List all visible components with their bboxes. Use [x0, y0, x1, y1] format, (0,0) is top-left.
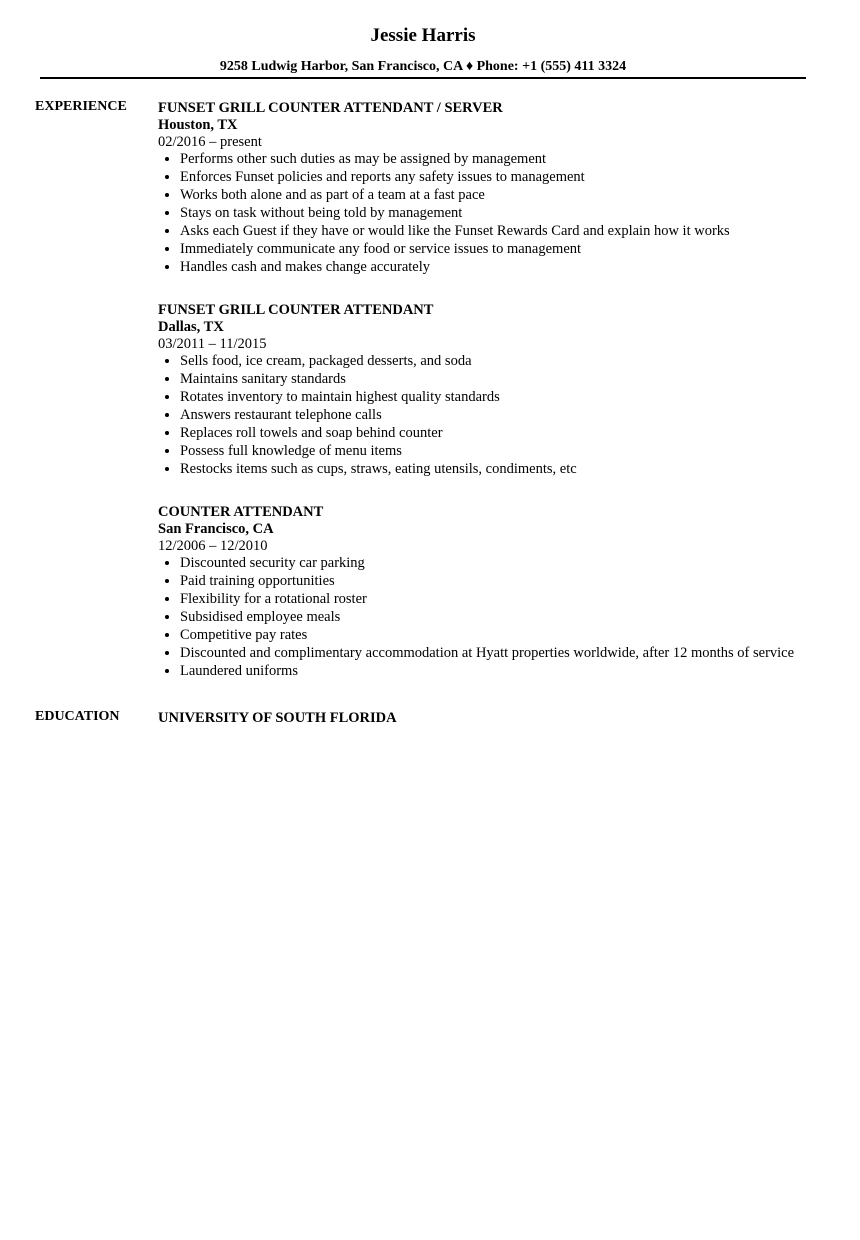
bullet-icon — [165, 413, 169, 417]
list-item — [158, 626, 848, 644]
duty-text: Performs other such duties as may be assigned by management — [180, 151, 547, 167]
duty-text: Discounted and complimentary accommodation at Hyatt properties worldwide, after 12 months of service — [180, 645, 795, 661]
bullet-icon — [165, 229, 169, 233]
list-item — [158, 460, 848, 478]
bullet-icon — [165, 247, 169, 251]
duty-text: Answers restaurant telephone calls — [180, 407, 382, 423]
duty-text: Asks each Guest if they have or would like the Funset Rewards Card and explain how it works — [180, 223, 730, 239]
bullet-icon — [165, 651, 169, 655]
list-item — [158, 388, 848, 406]
list-item — [158, 352, 848, 370]
duty-text: Enforces Funset policies and reports any safety issues to management — [180, 169, 585, 185]
duty-text: Handles cash and makes change accurately — [180, 259, 431, 275]
list-item — [158, 590, 848, 608]
bullet-icon — [165, 449, 169, 453]
duty-text: Flexibility for a rotational roster — [180, 591, 367, 607]
duty-text: Immediately communicate any food or service issues to management — [180, 241, 582, 257]
education-section-label: EDUCATION — [35, 709, 120, 724]
bullet-icon — [165, 193, 169, 197]
bullet-icon — [165, 561, 169, 565]
experience-section-label: EXPERIENCE — [35, 99, 127, 114]
header-divider — [40, 77, 806, 79]
bullet-icon — [165, 669, 169, 673]
bullet-icon — [165, 377, 169, 381]
bullet-icon — [165, 395, 169, 399]
list-item — [158, 424, 848, 442]
contact-line: 9258 Ludwig Harbor, San Francisco, CA ♦ Phone: +1 (555) 411 3324 — [219, 59, 627, 74]
experience-entry — [158, 99, 848, 276]
bullet-icon — [165, 467, 169, 471]
duty-text: Possess full knowledge of menu items — [180, 443, 402, 459]
experience-entry — [158, 301, 848, 478]
experience-entry — [158, 503, 848, 680]
list-item — [158, 608, 848, 626]
bullet-icon — [165, 211, 169, 215]
list-item — [158, 150, 848, 168]
job-title: FUNSET GRILL COUNTER ATTENDANT — [158, 302, 434, 318]
job-title: FUNSET GRILL COUNTER ATTENDANT / SERVER — [158, 100, 503, 116]
list-item — [158, 186, 848, 204]
list-item — [158, 572, 848, 590]
bullet-icon — [165, 597, 169, 601]
list-item — [158, 406, 848, 424]
job-dates: 02/2016 – present — [158, 134, 262, 150]
list-item — [158, 370, 848, 388]
list-item — [158, 554, 848, 572]
list-item — [158, 662, 848, 680]
duty-text: Discounted security car parking — [180, 555, 365, 571]
duty-text: Maintains sanitary standards — [180, 371, 346, 387]
list-item — [158, 442, 848, 460]
job-duties-list — [158, 554, 848, 680]
list-item — [158, 168, 848, 186]
bullet-icon — [165, 579, 169, 583]
bullet-icon — [165, 265, 169, 269]
list-item — [158, 258, 848, 276]
duty-text: Laundered uniforms — [180, 663, 298, 679]
list-item — [158, 240, 848, 258]
duty-text: Works both alone and as part of a team at a fast pace — [180, 187, 485, 203]
candidate-name: Jessie Harris — [370, 25, 476, 46]
bullet-icon — [165, 431, 169, 435]
list-item — [158, 644, 848, 662]
bullet-icon — [165, 359, 169, 363]
bullet-icon — [165, 633, 169, 637]
duty-text: Replaces roll towels and soap behind counter — [180, 425, 443, 441]
bullet-icon — [165, 615, 169, 619]
duty-text: Sells food, ice cream, packaged desserts, and soda — [180, 353, 472, 369]
bullet-icon — [165, 175, 169, 179]
duty-text: Stays on task without being told by management — [180, 205, 463, 221]
list-item — [158, 204, 848, 222]
education-school: UNIVERSITY OF SOUTH FLORIDA — [158, 710, 397, 726]
job-dates: 03/2011 – 11/2015 — [158, 336, 267, 352]
duty-text: Restocks items such as cups, straws, eating utensils, condiments, etc — [180, 461, 577, 477]
job-title: COUNTER ATTENDANT — [158, 504, 324, 520]
job-location: Dallas, TX — [158, 319, 224, 335]
duty-text: Competitive pay rates — [180, 627, 308, 643]
job-location: Houston, TX — [158, 117, 238, 133]
duty-text: Rotates inventory to maintain highest quality standards — [180, 389, 500, 405]
job-location: San Francisco, CA — [158, 521, 274, 537]
job-duties-list — [158, 150, 848, 276]
bullet-icon — [165, 157, 169, 161]
duty-text: Subsidised employee meals — [180, 609, 341, 625]
duty-text: Paid training opportunities — [180, 573, 335, 589]
job-duties-list — [158, 352, 848, 478]
list-item — [158, 222, 848, 240]
job-dates: 12/2006 – 12/2010 — [158, 538, 268, 554]
